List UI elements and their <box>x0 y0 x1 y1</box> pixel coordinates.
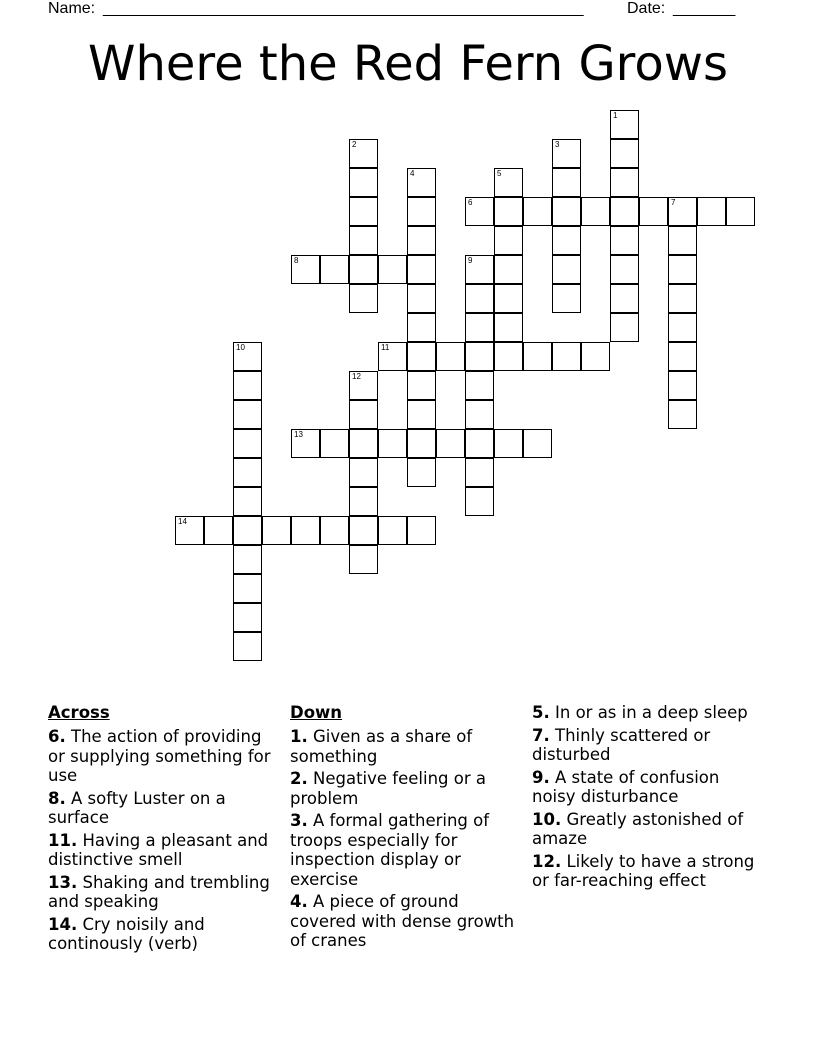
clue-number: 4 <box>410 169 415 178</box>
grid-cell[interactable] <box>407 371 436 400</box>
grid-cell[interactable] <box>378 516 407 545</box>
grid-cell[interactable] <box>233 487 262 516</box>
grid-cell[interactable] <box>610 110 639 139</box>
grid-cell[interactable] <box>233 632 262 661</box>
grid-cell[interactable] <box>465 487 494 516</box>
clue-number: 2 <box>352 140 357 149</box>
grid-cell[interactable] <box>291 255 320 284</box>
clue-number: 12 <box>352 372 361 381</box>
grid-cell[interactable] <box>407 226 436 255</box>
grid-cell[interactable] <box>610 197 639 226</box>
clue-down-5: 5. In or as in a deep sleep <box>532 703 748 722</box>
grid-cell[interactable] <box>233 342 262 371</box>
grid-cell[interactable] <box>465 371 494 400</box>
clue-across-8: 8. A softy Luster on a surface <box>48 788 226 827</box>
grid-cell[interactable] <box>465 400 494 429</box>
clue-number: 3 <box>555 140 560 149</box>
clue-across-11: 11. Having a pleasant and distinctive smell <box>48 830 269 869</box>
grid-cell[interactable] <box>552 284 581 313</box>
grid-cell[interactable] <box>233 429 262 458</box>
grid-cell[interactable] <box>349 226 378 255</box>
grid-cell[interactable] <box>204 516 233 545</box>
grid-cell[interactable] <box>523 429 552 458</box>
grid-cell[interactable] <box>610 313 639 342</box>
grid-cell[interactable] <box>552 197 581 226</box>
grid-cell[interactable] <box>494 313 523 342</box>
grid-cell[interactable] <box>494 197 523 226</box>
grid-cell[interactable] <box>668 255 697 284</box>
grid-cell[interactable] <box>552 342 581 371</box>
grid-cell[interactable] <box>436 342 465 371</box>
grid-cell[interactable] <box>581 197 610 226</box>
grid-cell[interactable] <box>523 197 552 226</box>
grid-cell[interactable] <box>349 487 378 516</box>
grid-cell[interactable] <box>668 197 697 226</box>
clue-number: 10 <box>236 343 245 352</box>
clue-across-14: 14. Cry noisily and continously (verb) <box>48 914 205 953</box>
grid-cell[interactable] <box>610 284 639 313</box>
page-title: Where the Red Fern Grows <box>88 36 728 92</box>
grid-cell[interactable] <box>494 342 523 371</box>
grid-cell[interactable] <box>407 516 436 545</box>
grid-cell[interactable] <box>349 458 378 487</box>
grid-cell[interactable] <box>465 284 494 313</box>
grid-cell[interactable] <box>320 255 349 284</box>
grid-cell[interactable] <box>378 429 407 458</box>
grid-cell[interactable] <box>668 371 697 400</box>
grid-cell[interactable] <box>233 400 262 429</box>
clue-across-6: 6. The action of providing or supplying something for use <box>48 727 271 785</box>
grid-cell[interactable] <box>465 458 494 487</box>
grid-cell[interactable] <box>349 284 378 313</box>
grid-cell[interactable] <box>465 429 494 458</box>
date-label: Date: <box>627 0 666 17</box>
grid-cell[interactable] <box>610 139 639 168</box>
date-field[interactable]: _______ <box>673 0 736 17</box>
grid-cell[interactable] <box>233 574 262 603</box>
grid-cell[interactable] <box>494 429 523 458</box>
grid-cell[interactable] <box>233 371 262 400</box>
grid-cell[interactable] <box>349 139 378 168</box>
grid-cell[interactable] <box>668 284 697 313</box>
grid-cell[interactable] <box>349 429 378 458</box>
clue-number: 9 <box>468 256 473 265</box>
grid-cell[interactable] <box>291 516 320 545</box>
across-heading: Across <box>48 703 110 722</box>
grid-cell[interactable] <box>610 226 639 255</box>
clue-number: 11 <box>381 343 390 352</box>
clue-number: 13 <box>294 430 303 439</box>
grid-cell[interactable] <box>349 168 378 197</box>
grid-cell[interactable] <box>407 458 436 487</box>
clue-number: 6 <box>468 198 473 207</box>
grid-cell[interactable] <box>349 545 378 574</box>
clue-down-9: 9. A state of confusion noisy disturbance <box>532 767 720 806</box>
grid-cell[interactable] <box>407 342 436 371</box>
grid-cell[interactable] <box>523 342 552 371</box>
clue-down-2: 2. Negative feeling or a problem <box>290 769 486 808</box>
grid-cell[interactable] <box>465 342 494 371</box>
grid-cell[interactable] <box>668 226 697 255</box>
grid-cell[interactable] <box>552 255 581 284</box>
grid-cell[interactable] <box>407 313 436 342</box>
grid-cell[interactable] <box>407 284 436 313</box>
grid-cell[interactable] <box>320 516 349 545</box>
grid-cell[interactable] <box>378 342 407 371</box>
grid-cell[interactable] <box>552 226 581 255</box>
grid-cell[interactable] <box>726 197 755 226</box>
grid-cell[interactable] <box>494 255 523 284</box>
clue-down-12: 12. Likely to have a strong or far-reaching effect <box>532 851 755 890</box>
clue-number: 8 <box>294 256 299 265</box>
down-clues-continued <box>532 703 762 894</box>
grid-cell[interactable] <box>407 168 436 197</box>
clue-down-7: 7. Thinly scattered or disturbed <box>532 725 711 764</box>
grid-cell[interactable] <box>291 429 320 458</box>
grid-cell[interactable] <box>668 342 697 371</box>
clue-number: 14 <box>178 517 187 526</box>
grid-cell[interactable] <box>465 255 494 284</box>
clue-number: 5 <box>497 169 502 178</box>
clue-down-1: 1. Given as a share of something <box>290 727 473 766</box>
grid-cell[interactable] <box>407 255 436 284</box>
grid-cell[interactable] <box>610 255 639 284</box>
clue-number: 1 <box>613 111 618 120</box>
grid-cell[interactable] <box>494 168 523 197</box>
grid-cell[interactable] <box>552 139 581 168</box>
grid-cell[interactable] <box>233 603 262 632</box>
grid-cell[interactable] <box>639 197 668 226</box>
clue-down-10: 10. Greatly astonished of amaze <box>532 809 744 848</box>
grid-cell[interactable] <box>610 168 639 197</box>
across-clues <box>48 703 278 957</box>
name-label: Name: <box>48 0 96 17</box>
grid-cell[interactable] <box>465 197 494 226</box>
name-field[interactable]: ______________________________________________________ <box>103 0 584 17</box>
grid-cell[interactable] <box>349 400 378 429</box>
grid-cell[interactable] <box>262 516 291 545</box>
grid-cell[interactable] <box>465 313 494 342</box>
clue-number: 7 <box>671 198 676 207</box>
grid-cell[interactable] <box>349 197 378 226</box>
grid-cell[interactable] <box>668 313 697 342</box>
grid-cell[interactable] <box>349 371 378 400</box>
down-clues <box>290 703 520 954</box>
down-heading: Down <box>290 703 343 722</box>
grid-cell[interactable] <box>494 226 523 255</box>
grid-cell[interactable] <box>668 400 697 429</box>
grid-cell[interactable] <box>175 516 204 545</box>
grid-cell[interactable] <box>407 400 436 429</box>
grid-cell[interactable] <box>436 429 465 458</box>
grid-cell[interactable] <box>320 429 349 458</box>
grid-cell[interactable] <box>407 429 436 458</box>
grid-cell[interactable] <box>552 168 581 197</box>
grid-cell[interactable] <box>494 284 523 313</box>
grid-cell[interactable] <box>407 197 436 226</box>
grid-cell[interactable] <box>581 342 610 371</box>
clue-across-13: 13. Shaking and trembling and speaking <box>48 872 270 911</box>
grid-cell[interactable] <box>233 516 262 545</box>
grid-cell[interactable] <box>378 255 407 284</box>
grid-cell[interactable] <box>233 545 262 574</box>
grid-cell[interactable] <box>697 197 726 226</box>
grid-cell[interactable] <box>349 516 378 545</box>
grid-cell[interactable] <box>349 255 378 284</box>
clue-down-3: 3. A formal gathering of troops especially for inspection display or exercise <box>290 811 490 889</box>
clue-down-4: 4. A piece of ground covered with dense growth of cranes <box>290 892 515 950</box>
grid-cell[interactable] <box>233 458 262 487</box>
